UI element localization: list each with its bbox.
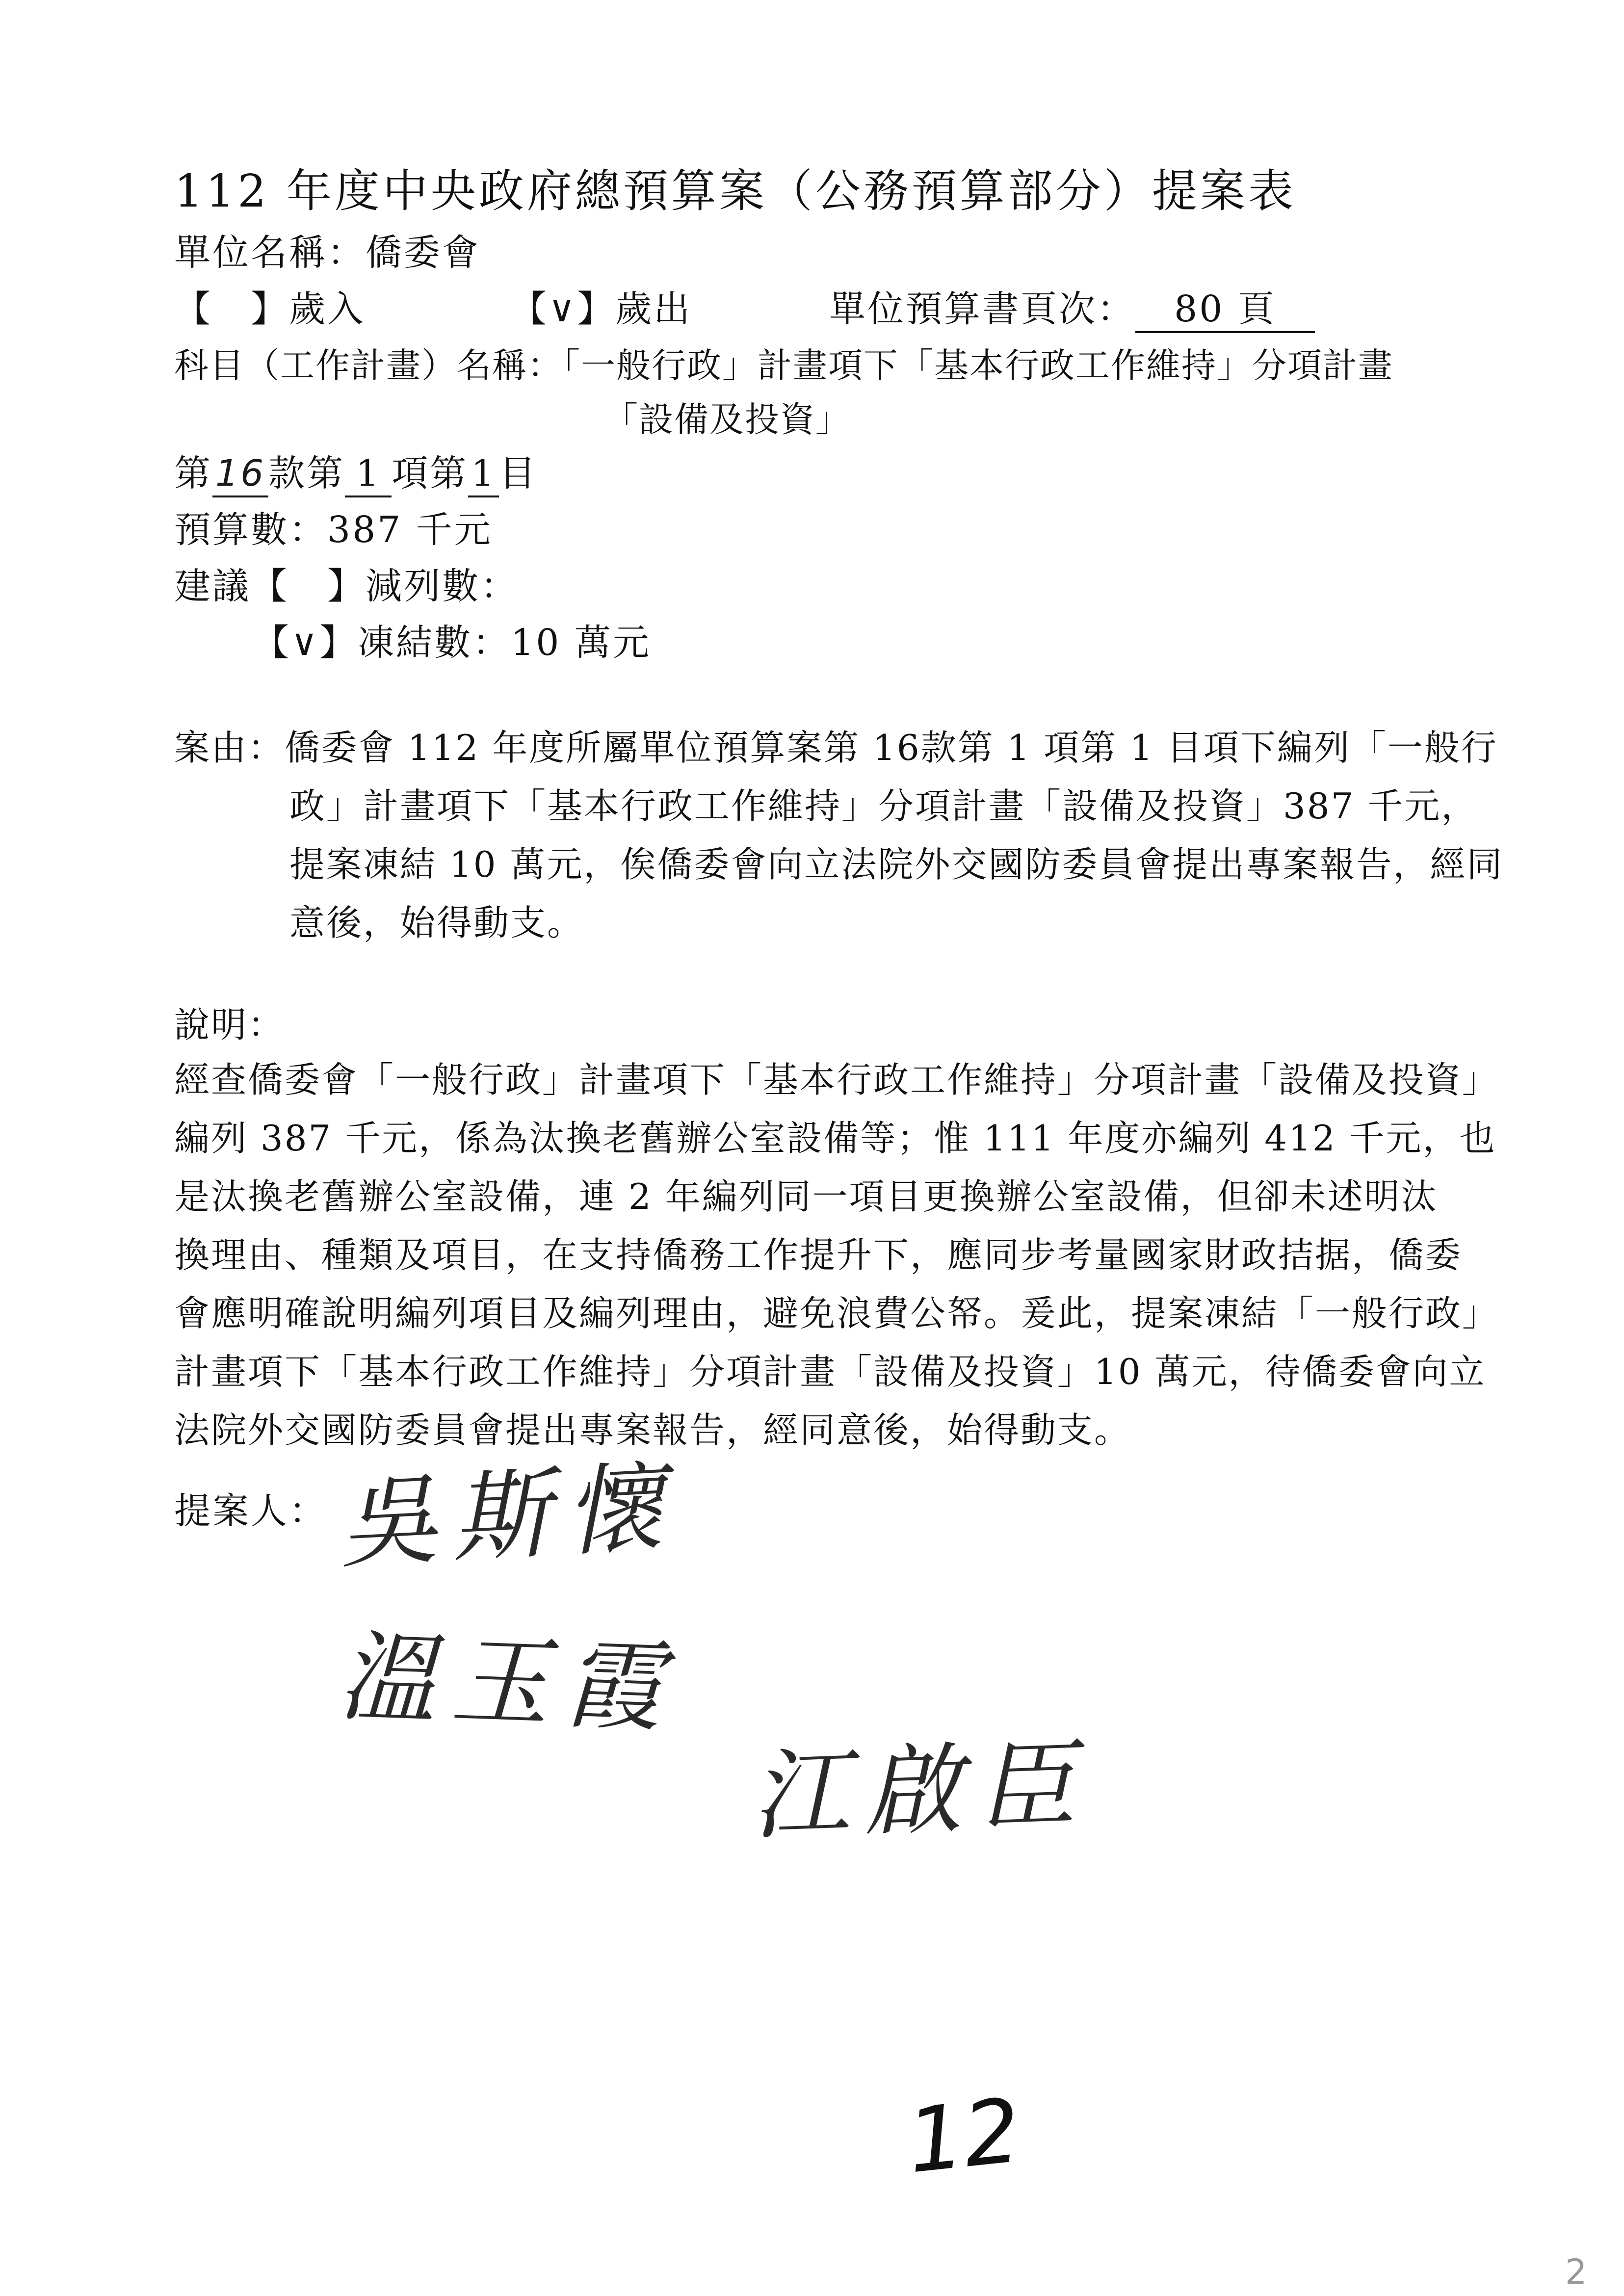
reason-line-1: 案由：僑委會 112 年度所屬單位預算案第 16款第 1 項第 1 目項下編列「一般行 [174,727,1498,768]
item-kuan-value: 16 [212,451,268,497]
budget-page-field [829,282,1315,336]
suggest-freeze: 【∨】凍結數：10 萬元 [253,622,651,664]
item-prefix: 第 [174,452,212,495]
item-xiang-value: 1 [345,451,392,497]
explain-line-7: 法院外交國防委員會提出專案報告，經同意後，始得動支。 [174,1409,1131,1451]
item-mu-value: 1 [468,451,499,497]
item-mu-suffix: 目 [499,452,538,495]
page-title: 112 年度中央政府總預算案（公務預算部分）提案表 [174,165,1296,217]
revenue-checkbox-label: 【 】歲入 [174,288,366,330]
corner-page-number: 2 [1565,2252,1587,2292]
reason-line-4: 意後，始得動支。 [289,902,584,943]
explain-line-5: 會應明確說明編列項目及編列理由，避免浪費公帑。爰此，提案凍結「一般行政」 [174,1293,1499,1334]
item-xiang-suffix: 項第 [392,452,469,495]
proposer-label: 提案人： [174,1490,327,1532]
reason-line-3: 提案凍結 10 萬元，俟僑委會向立法院外交國防委員會提出專案報告，經同 [289,844,1504,885]
reason-line-2: 政」計畫項下「基本行政工作維持」分項計畫「設備及投資」387 千元， [289,785,1478,827]
subject-line-1: 科目（工作計畫）名稱：「一般行政」計畫項下「基本行政工作維持」分項計畫 [174,345,1393,386]
explain-line-6: 計畫項下「基本行政工作維持」分項計畫「設備及投資」10 萬元，待僑委會向立 [174,1351,1486,1392]
expense-checkbox-label: 【∨】歲出 [510,288,692,330]
explain-line-2: 編列 387 千元，係為汰換老舊辦公室設備等；惟 111 年度亦編列 412 千元，也 [174,1118,1496,1159]
budget-amount: 預算數：387 千元 [174,509,493,551]
item-kuan-suffix: 款第 [268,452,345,495]
signature-2: 溫玉霞 [336,1620,679,1746]
budget-page-label: 單位預算書頁次： [829,288,1135,330]
explain-line-3: 是汰換老舊辦公室設備，連 2 年編列同一項目更換辦公室設備，但卻未述明汰 [174,1176,1438,1217]
suggest-reduce: 建議【 】減列數： [174,565,519,607]
signature-1: 吳斯懷 [336,1450,681,1582]
unit-name: 單位名稱：僑委會 [174,232,480,274]
explain-line-1: 經查僑委會「一般行政」計畫項下「基本行政工作維持」分項計畫「設備及投資」 [174,1059,1499,1100]
budget-item-numbers [174,446,537,500]
explain-label: 說明： [174,1004,285,1045]
signature-3: 江啟臣 [749,1728,1092,1854]
explain-line-4: 換理由、種類及項目，在支持僑務工作提升下，應同步考量國家財政拮据，僑委 [174,1234,1463,1276]
handwritten-page-number: 12 [902,2079,1025,2193]
subject-line-2: 「設備及投資」 [603,399,851,440]
budget-page-value: 80 頁 [1135,287,1315,333]
